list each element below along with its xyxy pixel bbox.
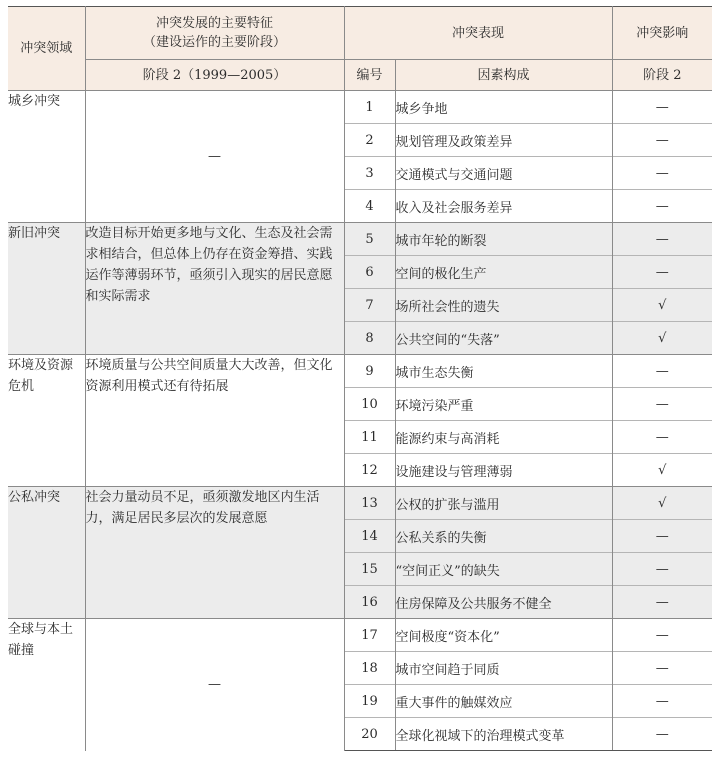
impact-cell: — (612, 91, 712, 124)
factor-cell: 城市生态失衡 (395, 355, 612, 388)
feature-cell: 改造目标开始更多地与文化、生态及社会需求相结合，但总体上仍存在资金筹措、实践运作等薄弱环节，亟须引入现实的居民意愿和实际需求 (85, 223, 344, 355)
header-feature (85, 7, 344, 60)
num-cell: 18 (344, 652, 395, 685)
header-manifest: 冲突表现 (344, 7, 612, 60)
num-cell: 2 (344, 124, 395, 157)
impact-cell: — (612, 586, 712, 619)
impact-cell: — (612, 685, 712, 718)
num-cell: 3 (344, 157, 395, 190)
domain-cell: 全球与本土碰撞 (8, 619, 85, 751)
header-impact: 冲突影响 (612, 7, 712, 60)
impact-cell: √ (612, 322, 712, 355)
factor-cell: 住房保障及公共服务不健全 (395, 586, 612, 619)
feature-cell: 环境质量与公共空间质量大大改善，但文化资源利用模式还有待拓展 (85, 355, 344, 487)
impact-cell: — (612, 520, 712, 553)
impact-cell: — (612, 223, 712, 256)
header-row-1 (8, 7, 712, 60)
factor-cell: 公共空间的“失落” (395, 322, 612, 355)
factor-cell: 空间的极化生产 (395, 256, 612, 289)
num-cell: 1 (344, 91, 395, 124)
num-cell: 9 (344, 355, 395, 388)
domain-cell: 公私冲突 (8, 487, 85, 619)
num-cell: 5 (344, 223, 395, 256)
num-cell: 6 (344, 256, 395, 289)
impact-cell: — (612, 553, 712, 586)
table-row (8, 619, 712, 652)
header-num: 编号 (344, 60, 395, 91)
table-row (8, 487, 712, 520)
num-cell: 14 (344, 520, 395, 553)
factor-cell: 收入及社会服务差异 (395, 190, 612, 223)
table-row (8, 355, 712, 388)
feature-cell: — (85, 619, 344, 751)
num-cell: 16 (344, 586, 395, 619)
impact-cell: √ (612, 289, 712, 322)
num-cell: 15 (344, 553, 395, 586)
impact-cell: — (612, 652, 712, 685)
factor-cell: 交通模式与交通问题 (395, 157, 612, 190)
impact-cell: — (612, 619, 712, 652)
factor-cell: 规划管理及政策差异 (395, 124, 612, 157)
impact-cell: — (612, 388, 712, 421)
feature-cell: — (85, 91, 344, 223)
num-cell: 12 (344, 454, 395, 487)
header-feature-line1: 冲突发展的主要特征 (155, 16, 273, 31)
table-row (8, 223, 712, 256)
factor-cell: 重大事件的触媒效应 (395, 685, 612, 718)
factor-cell: 公权的扩张与滥用 (395, 487, 612, 520)
header-impact-stage: 阶段 2 (612, 60, 712, 91)
impact-cell: √ (612, 487, 712, 520)
num-cell: 4 (344, 190, 395, 223)
header-row-2 (8, 60, 712, 91)
impact-cell: — (612, 718, 712, 751)
impact-cell: √ (612, 454, 712, 487)
factor-cell: 公私关系的失衡 (395, 520, 612, 553)
factor-cell: “空间正义”的缺失 (395, 553, 612, 586)
factor-cell: 场所社会性的遗失 (395, 289, 612, 322)
domain-cell: 环境及资源危机 (8, 355, 85, 487)
factor-cell: 空间极度“资本化” (395, 619, 612, 652)
impact-cell: — (612, 190, 712, 223)
factor-cell: 设施建设与管理薄弱 (395, 454, 612, 487)
header-feature-line2: （建设运作的主要阶段） (142, 35, 286, 50)
factor-cell: 能源约束与高消耗 (395, 421, 612, 454)
num-cell: 19 (344, 685, 395, 718)
factor-cell: 全球化视域下的治理模式变革 (395, 718, 612, 751)
num-cell: 10 (344, 388, 395, 421)
table-body (8, 91, 712, 751)
factor-cell: 环境污染严重 (395, 388, 612, 421)
num-cell: 11 (344, 421, 395, 454)
header-feature-stage: 阶段 2（1999—2005） (85, 60, 344, 91)
impact-cell: — (612, 157, 712, 190)
num-cell: 20 (344, 718, 395, 751)
domain-cell: 新旧冲突 (8, 223, 85, 355)
header-domain: 冲突领域 (8, 7, 85, 91)
header-factor: 因素构成 (395, 60, 612, 91)
table-row (8, 91, 712, 124)
factor-cell: 城乡争地 (395, 91, 612, 124)
domain-cell: 城乡冲突 (8, 91, 85, 223)
num-cell: 7 (344, 289, 395, 322)
num-cell: 8 (344, 322, 395, 355)
feature-cell: 社会力量动员不足，亟须激发地区内生活力，满足居民多层次的发展意愿 (85, 487, 344, 619)
impact-cell: — (612, 421, 712, 454)
factor-cell: 城市年轮的断裂 (395, 223, 612, 256)
impact-cell: — (612, 256, 712, 289)
impact-cell: — (612, 124, 712, 157)
factor-cell: 城市空间趋于同质 (395, 652, 612, 685)
num-cell: 17 (344, 619, 395, 652)
impact-cell: — (612, 355, 712, 388)
conflict-table (8, 6, 712, 751)
num-cell: 13 (344, 487, 395, 520)
